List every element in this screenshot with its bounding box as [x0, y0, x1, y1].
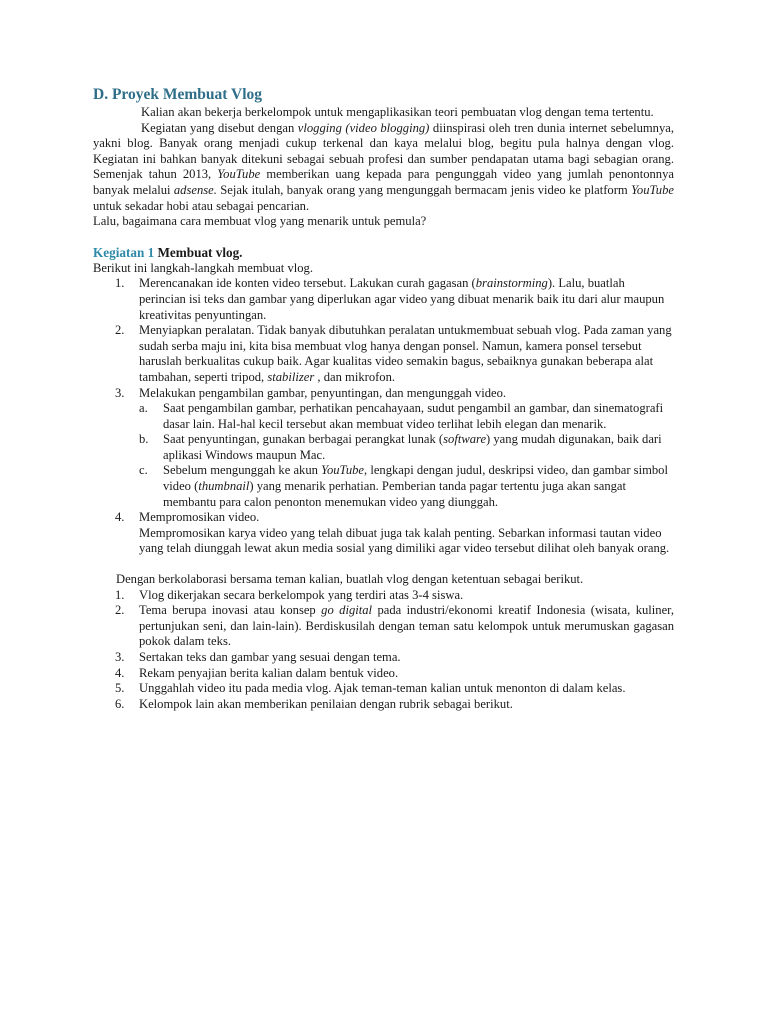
- intro-2-em-youtube-2: YouTube: [631, 182, 674, 197]
- list-item: [93, 463, 674, 510]
- list-item: [93, 588, 674, 604]
- step-text: Melakukan pengambilan gambar, penyuntingan, dan mengunggah video.: [139, 385, 507, 400]
- intro-2-em-adsense: adsense.: [173, 182, 217, 197]
- sub-step-text: ) yang menarik perhatian. Pemberian tanda pagar tertentu juga akan sangat membantu para calon penonton menemukan video yang diunggah.: [163, 479, 627, 509]
- question-line: Lalu, bagaimana cara membuat vlog yang menarik untuk pemula?: [93, 214, 427, 229]
- sub-step-em: software: [443, 432, 487, 447]
- list-marker: b.: [139, 432, 149, 447]
- activity-number: Kegiatan 1: [93, 244, 155, 260]
- collab-intro: Dengan berkolaborasi bersama teman kalian, buatlah vlog dengan ketentuan sebagai berikut.: [116, 572, 584, 587]
- list-marker: 1.: [115, 587, 125, 602]
- list-marker: 4.: [115, 510, 125, 525]
- list-marker: 5.: [115, 681, 125, 696]
- step-text: ). Lalu, buatlah perincian isi teks dan gambar yang diperlukan agar video yang dibuat menarik baik itu dari alur maupun kreativitas penyuntingan.: [139, 276, 665, 322]
- intro-2-text-1: Kegiatan yang disebut dengan: [141, 120, 298, 135]
- step-text: , dan mikrofon.: [314, 369, 396, 384]
- list-marker: c.: [139, 463, 148, 478]
- list-marker: 1.: [115, 276, 125, 291]
- list-marker: 4.: [115, 665, 125, 680]
- intro-paragraph-2: [93, 121, 674, 215]
- sub-step-em: thumbnail: [198, 479, 250, 494]
- list-marker: a.: [139, 401, 148, 416]
- list-item: [93, 681, 674, 697]
- list-item: [93, 386, 674, 511]
- list-item: [93, 603, 674, 650]
- rule-text: Unggahlah video itu pada media vlog. Ajak teman-teman kalian untuk menonton di dalam kelas.: [139, 681, 626, 696]
- intro-2-text-5: untuk sekadar hobi atau sebagai pencarian.: [93, 198, 310, 213]
- sub-step-text: ) yang mudah digunakan, baik dari aplikasi Windows maupun Mac.: [163, 432, 662, 462]
- list-item: [93, 323, 674, 385]
- list-marker: 6.: [115, 696, 125, 711]
- list-marker: 3.: [115, 385, 125, 400]
- intro-2-text-4: Sejak itulah, banyak orang yang mengunggah bermacam jenis video ke platform: [216, 182, 632, 197]
- sub-step-text: Saat pengambilan gambar, perhatikan pencahayaan, sudut pengambil an gambar, dan sinematografi dasar lain. Hal-hal kecil tersebut akan membuat video terlihat lebih elegan dan menarik.: [163, 401, 664, 431]
- rule-text: Kelompok lain akan memberikan penilaian dengan rubrik sebagai berikut.: [139, 696, 513, 711]
- step-text: Merencanakan ide konten video tersebut. Lakukan curah gagasan (: [139, 276, 476, 291]
- rule-text: Sertakan teks dan gambar yang sesuai dengan tema.: [139, 650, 401, 664]
- sub-steps-list: [139, 401, 674, 510]
- list-item: [93, 510, 674, 557]
- rule-text: pada industri/ekonomi kreatif Indonesia (wisata, kuliner, pertunjukan seni, dan lain-lain). Berdiskusilah dengan teman satu kelompok untuk merumuskan gagasan pokok dalam teks.: [139, 603, 675, 649]
- rule-text: Rekam penyajian berita kalian dalam bentuk video.: [139, 665, 399, 680]
- rule-em: go digital: [321, 603, 373, 618]
- step-text: Mempromosikan video.: [139, 510, 260, 525]
- intro-2-em-vlogging: vlogging (video blogging): [297, 120, 430, 135]
- sub-step-text: Saat penyuntingan, gunakan berbagai perangkat lunak (: [163, 432, 444, 447]
- rules-list: [93, 588, 674, 713]
- list-item: [93, 276, 674, 323]
- spacer: [93, 557, 674, 572]
- section-title: D. Proyek Membuat Vlog: [93, 86, 263, 103]
- activity-title: Membuat vlog.: [154, 244, 243, 260]
- list-item: [93, 432, 674, 463]
- step-text: Menyiapkan peralatan. Tidak banyak dibutuhkan peralatan untukmembuat sebuah vlog. Pada zaman yang sudah serba maju ini, kita bisa membuat vlog hanya dengan ponsel. Namun, kamera ponsel tersebut haruslah berkualitas cukup baik. Agar kualitas video semakin bagus, sebaiknya gunakan beberapa alat tambahan, seperti tripod,: [139, 323, 672, 384]
- list-item: [93, 650, 674, 666]
- sub-step-text: , lengkapi dengan judul, deskripsi video, dan gambar simbol video (: [163, 463, 668, 494]
- rule-text: Tema berupa inovasi atau konsep: [139, 603, 322, 618]
- steps-list: [93, 276, 674, 557]
- activity-heading: [93, 245, 674, 261]
- rule-text: Vlog dikerjakan secara berkelompok yang terdiri atas 3-4 siswa.: [139, 587, 464, 602]
- intro-2-text-2: diinspirasi oleh tren dunia internet sebelumnya, yakni blog. Banyak orang menjadi cukup terkenal dan kaya melalui blog, begitu pula halnya dengan vlog. Kegiatan ini bahkan banyak ditekuni sebagai sebuah profesi dan sumber pendapatan utama bagi sebagian orang. Semenjak tahun 2013,: [93, 120, 675, 182]
- sub-step-text: Sebelum mengunggah ke akun: [163, 463, 322, 478]
- step-em: stabilizer: [267, 369, 315, 384]
- activity-lead: Berikut ini langkah-langkah membuat vlog.: [93, 260, 313, 275]
- intro-2-em-youtube-1: YouTube: [217, 167, 261, 182]
- list-marker: 2.: [115, 323, 125, 338]
- list-item: [93, 666, 674, 682]
- intro-paragraph-1: [93, 105, 674, 121]
- sub-step-em: YouTube: [321, 463, 365, 478]
- list-marker: 3.: [115, 650, 125, 664]
- list-marker: 2.: [115, 603, 125, 618]
- list-item: [93, 401, 674, 432]
- step-detail: Mempromosikan karya video yang telah dibuat juga tak kalah penting. Sebarkan informasi tautan video yang telah diunggah lewat akun media sosial yang dimiliki agar video tersebut dilihat oleh banyak orang.: [139, 525, 670, 556]
- intro-2-text-3: memberikan uang kepada para pengunggah video yang jumlah penontonnya banyak melalui: [93, 167, 674, 197]
- intro-1-text: Kalian akan bekerja berkelompok untuk mengaplikasikan teori pembuatan vlog dengan tema tertentu.: [141, 105, 654, 119]
- step-em: brainstorming: [475, 276, 548, 291]
- list-item: [93, 697, 674, 713]
